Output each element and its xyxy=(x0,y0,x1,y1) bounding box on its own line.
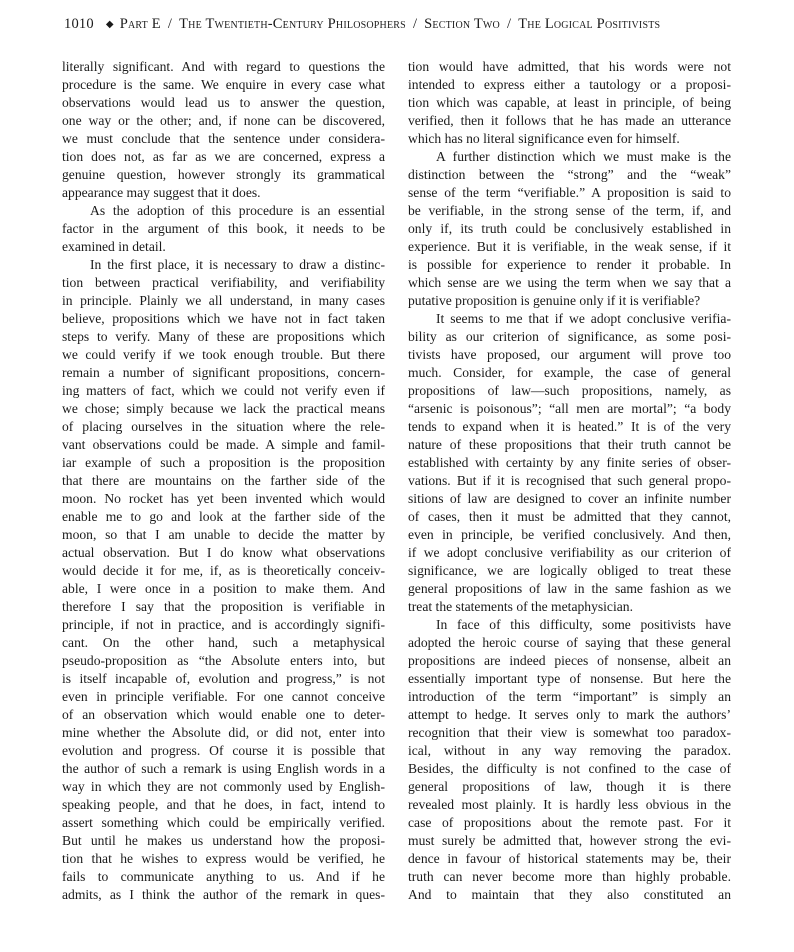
text-line: speaking people, and that he does, in fact, intend to xyxy=(62,797,385,812)
text-line: we could verify if we took enough trouble. But there xyxy=(62,347,385,362)
section-title: The Twentieth-Century Philosophers xyxy=(179,16,406,32)
text-line: steps to verify. Many of these are propositions which xyxy=(62,329,385,344)
text-line: examined in detail. xyxy=(62,239,166,254)
section-label: Section Two xyxy=(424,16,500,32)
text-line: pseudo-proposition as “the Absolute enters into, but xyxy=(62,653,385,668)
text-line: As the adoption of this procedure is an essential xyxy=(90,203,385,218)
text-line: In face of this difficulty, some positivists have xyxy=(436,617,731,632)
text-line: of cases, then it must be admitted that they cannot, xyxy=(408,509,731,524)
text-line: In the first place, it is necessary to draw a distinc- xyxy=(90,257,385,272)
text-line: be verifiable, in the strong sense of the term, if, and xyxy=(408,203,731,218)
text-line: bility as our criterion of significance, as some posi- xyxy=(408,329,731,344)
text-line: much. Consider, for example, the case of general xyxy=(408,365,731,380)
text-line: would decide it for me, if, as is theoretically conceiv- xyxy=(62,563,385,578)
left-text-column xyxy=(62,58,385,904)
text-line: sitions of law are designed to cover an infinite number xyxy=(408,491,731,506)
right-text-column xyxy=(408,58,731,904)
text-line: enable me to go and look at the farther side of the xyxy=(62,509,385,524)
text-line: which sense are we using the term when we say that a xyxy=(408,275,731,290)
text-line: nature of these propositions that their truth cannot be xyxy=(408,437,731,452)
text-line: assert something which could be empirically verified. xyxy=(62,815,385,830)
page-number: 1010 xyxy=(64,16,94,32)
text-line: of an observation which would enable one to deter- xyxy=(62,707,385,722)
text-line: significance, we are logically obliged to treat these xyxy=(408,563,731,578)
text-line: But until he makes us understand how the proposi- xyxy=(62,833,385,848)
text-line: evolution and progress. Of course it is possible that xyxy=(62,743,385,758)
text-line: tion which was capable, at least in principle, of being xyxy=(408,95,731,110)
text-line: And to maintain that they also constituted an xyxy=(408,887,731,902)
text-line: even in principle verifiable. For one cannot conceive xyxy=(62,689,385,704)
text-line: adopted the heroic course of saying that these general xyxy=(408,635,731,650)
text-line: attempt to hedge. It serves only to mark the authors’ xyxy=(408,707,731,722)
header-separator: / xyxy=(506,16,512,32)
text-line: experience. But it is verifiable, in the weak sense, if it xyxy=(408,239,731,254)
text-line: ical, without in any way removing the paradox. xyxy=(408,743,731,758)
text-line: we chose; simply because we lack the practical means xyxy=(62,401,385,416)
text-line: intended to express either a tautology or a proposi- xyxy=(408,77,731,92)
text-line: truth can never become more than highly probable. xyxy=(408,869,731,884)
text-line: in principle. Plainly we all understand, in many cases xyxy=(62,293,385,308)
text-line: tion between practical verifiability, and verifiability xyxy=(62,275,385,290)
text-line: is itself incapable of, evolution and progress,” is not xyxy=(62,671,385,686)
text-line: tends to expand when it is heated.” It is of the very xyxy=(408,419,731,434)
text-line: treat the statements of the metaphysician. xyxy=(408,599,633,614)
text-line: admits, as I think the author of the remark in ques- xyxy=(62,887,385,902)
text-line: is possible for experience to render it probable. In xyxy=(408,257,731,272)
text-line: actual observation. But I do know what observations xyxy=(62,545,385,560)
text-line: case of propositions about the remote past. For it xyxy=(408,815,731,830)
text-line: believe, propositions which we have not in fact taken xyxy=(62,311,385,326)
text-line: propositions of law—such propositions, namely, as xyxy=(408,383,731,398)
text-line: literally significant. And with regard to questions the xyxy=(62,59,385,74)
text-line: established with certainty by any finite series of obser- xyxy=(408,455,731,470)
text-line: therefore I say that the proposition is verifiable in xyxy=(62,599,385,614)
header-separator: / xyxy=(167,16,173,32)
text-line: tion that he wishes to express would be verified, he xyxy=(62,851,385,866)
text-line: A further distinction which we must make is the xyxy=(436,149,731,164)
diamond-icon: ◆ xyxy=(105,19,114,30)
text-line: the author of such a remark is using English words in a xyxy=(62,761,385,776)
text-line: of placing ourselves in the situation where the rele- xyxy=(62,419,385,434)
text-line: putative proposition is genuine only if it is verifiable? xyxy=(408,293,701,308)
text-line: moon. No rocket has yet been invented which would xyxy=(62,491,385,506)
text-line: observations would lead us to answer the question, xyxy=(62,95,385,110)
text-line: introduction of the term “important” is simply an xyxy=(408,689,731,704)
header-separator: / xyxy=(412,16,418,32)
text-line: one way or the other; and, if none can be discovered, xyxy=(62,113,385,128)
text-line: cant. On the other hand, such a metaphysical xyxy=(62,635,385,650)
text-line: principle, if not in practice, and is accordingly signifi- xyxy=(62,617,385,632)
text-line: if we adopt conclusive verifiability as our criterion of xyxy=(408,545,731,560)
text-line: sense of the term “verifiable.” A proposition is said to xyxy=(408,185,731,200)
text-line: “arsenic is poisonous”; “all men are mortal”; “a body xyxy=(408,401,731,416)
text-line: genuine question, however strongly its grammatical xyxy=(62,167,385,182)
text-line: tivists have proposed, our argument will prove too xyxy=(408,347,731,362)
text-line: general propositions of law in the same fashion as we xyxy=(408,581,731,596)
text-line: ing matters of fact, which we could not verify even if xyxy=(62,383,385,398)
text-line: only if, its truth could be conclusively established in xyxy=(408,221,731,236)
text-line: verified, then it follows that he has made an utterance xyxy=(408,113,731,128)
text-line: way in which they are not commonly used by English- xyxy=(62,779,385,794)
text-line: able, I were once in a position to make them. And xyxy=(62,581,385,596)
text-line: Besides, the difficulty is not confined to the case of xyxy=(408,761,731,776)
text-line: factor in the argument of this book, it needs to be xyxy=(62,221,385,236)
text-line: tion does not, as far as we are concerned, express a xyxy=(62,149,385,164)
text-line: general propositions of law, though it is there xyxy=(408,779,731,794)
text-line: which has no literal significance even for himself. xyxy=(408,131,680,146)
text-line: revealed most plainly. It is hardly less obvious in the xyxy=(408,797,731,812)
text-line: vant observations could be made. A simple and famil- xyxy=(62,437,385,452)
text-line: even in principle, be verified conclusively. And then, xyxy=(408,527,731,542)
part-label: Part E xyxy=(119,16,161,32)
text-line: vations. But if it is recognised that such general propo- xyxy=(408,473,731,488)
text-line: we must conclude that the sentence under considera- xyxy=(62,131,385,146)
text-line: remain a number of significant propositions, concern- xyxy=(62,365,385,380)
text-line: mine whether the Absolute did, or did not, enter into xyxy=(62,725,385,740)
text-line: iar example of such a proposition is the proposition xyxy=(62,455,385,470)
text-line: recognition that their view is somewhat too paradox- xyxy=(408,725,731,740)
text-line: must surely be admitted that, however strong the evi- xyxy=(408,833,731,848)
text-line: that there are mountains on the farther side of the xyxy=(62,473,385,488)
text-line: distinction between the “strong” and the “weak” xyxy=(408,167,731,182)
text-line: propositions are indeed pieces of nonsense, albeit an xyxy=(408,653,731,668)
text-line: It seems to me that if we adopt conclusive verifia- xyxy=(436,311,731,326)
text-line: fails to communicate anything to us. And if he xyxy=(62,869,385,884)
text-line: essentially important type of nonsense. But here the xyxy=(408,671,731,686)
text-line: moon, so that I am unable to decide the matter by xyxy=(62,527,385,542)
text-line: tion would have admitted, that his words were not xyxy=(408,59,731,74)
running-header xyxy=(64,16,744,33)
text-line: dence in favour of historical statements may be, their xyxy=(408,851,731,866)
text-line: procedure is the same. We enquire in every case what xyxy=(62,77,385,92)
text-line: appearance may suggest that it does. xyxy=(62,185,261,200)
chapter-title: The Logical Positivists xyxy=(518,16,661,32)
